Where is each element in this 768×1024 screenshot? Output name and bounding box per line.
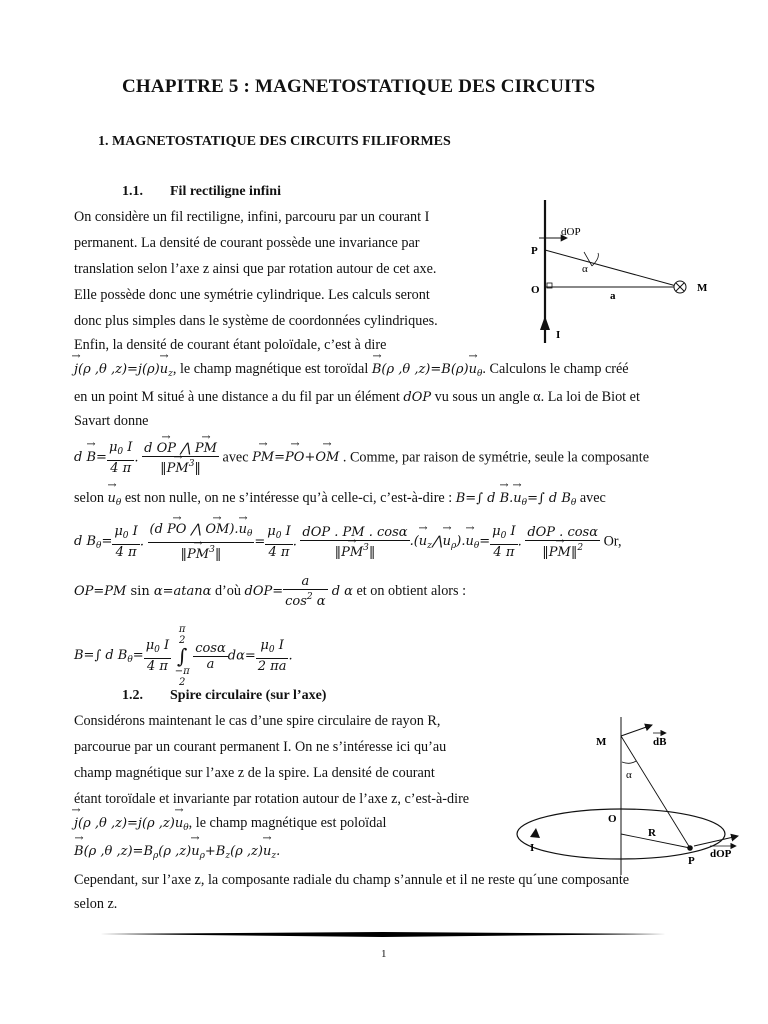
figure-circular-loop: [510, 715, 742, 875]
paragraph-line: selon → $u_\theta$ est non nulle, on ne s’intéresse qu’à celle-ci, c’est-à-dire : B=∫ $d \to B.\to u_\theta=\int$ d $B_\theta$ avec: [74, 490, 606, 508]
footer-rule: [100, 930, 666, 940]
paragraph-line: translation selon l’axe z ainsi que par rotation autour de cet axe.: [74, 261, 437, 277]
equation-line: → j(ρ ,θ $,z)=j(\rho)\to u_z$, le champ magnétique est toroïdal → B(ρ ,θ $,z)=B(\rho)\to u_\theta$. Calculons le champ créé: [74, 361, 629, 379]
paragraph-line: selon z.: [74, 896, 118, 912]
paragraph-line: Elle possède donc une symétrie cylindrique. Les calculs seront: [74, 287, 430, 303]
paragraph-line: Savart donne: [74, 413, 149, 429]
label-i: I: [530, 842, 535, 854]
integral-equation: B=∫ d $B_\theta=$ $\frac{\mu_0 I}{4 \pi}$ π 2 ∫ −π 2 $\frac{\cos\alpha}{a}$ dα= $\frac{\mu_0 I}{2 \pi a}$ .: [74, 624, 293, 688]
point-m-icon: [674, 281, 686, 293]
label-dop: dOP: [710, 848, 732, 860]
section-heading: 1. MAGNETOSTATIQUE DES CIRCUITS FILIFORMES: [98, 134, 451, 149]
label-m: M: [596, 736, 607, 748]
current-arrow-icon: [530, 828, 540, 838]
page-title: CHAPITRE 5 : MAGNETOSTATIQUE DES CIRCUITS: [122, 76, 596, 97]
label-p: P: [531, 245, 538, 257]
page-number: 1: [381, 948, 387, 960]
label-db: dB: [653, 736, 667, 748]
label-r: R: [648, 827, 656, 839]
paragraph-line: donc plus simples dans le système de coordonnées cylindriques.: [74, 313, 438, 329]
label-p: P: [688, 855, 695, 867]
subsection-title: Spire circulaire (sur l’axe): [170, 688, 327, 703]
subsection-number: 1.1.: [122, 184, 143, 199]
label-m: M: [697, 282, 708, 294]
label-o: O: [531, 284, 540, 296]
equation-line: → B(ρ ,θ $,z)=B_\rho(\rho$ $,z)\to u_\rho+B_z(\rho$ $,z)\to u_z$.: [74, 843, 280, 861]
label-alpha: α: [582, 263, 588, 275]
subsection-number: 1.2.: [122, 688, 143, 703]
paragraph-line: parcourue par un courant permanent I. On ne s’intéresse ici qu’au: [74, 739, 447, 755]
label-i: I: [556, 329, 561, 341]
op-equation: OP=PM sin α=atanα d’où dOP= $\frac{a}{\cos^2 \alpha}$ d α et on obtient alors :: [74, 574, 467, 609]
point-p-icon: [687, 845, 693, 851]
paragraph-line: On considère un fil rectiligne, infini, parcouru par un courant I: [74, 209, 430, 225]
label-dop: dOP: [561, 226, 581, 238]
paragraph-line: Considérons maintenant le cas d’une spire circulaire de rayon R,: [74, 713, 441, 729]
label-a: a: [610, 290, 616, 302]
paragraph-line: étant toroïdale et invariante par rotation autour de l’axe z, c’est-à-dire: [74, 791, 470, 807]
db-theta-equation: d $B_\theta=$ $\frac{\mu_0 I}{4 \pi}$ . $\frac{(d \to PO ⋀ \to OM).\to u_\theta}{‖\to PM^3‖}$ = $\frac{\mu_0 I}{4 \pi}$ . $\frac{\text{dOP . PM . cosα}}{‖\to PM^3‖}$ .(→ $u_z⋀\to u_\rho).\to u_\theta=$ $\frac{\mu_0 I}{4 \pi}$ . $\frac{\text{dOP . cosα}}{‖\to PM‖^2}$ Or,: [74, 522, 622, 562]
equation-line: → j(ρ ,θ ,z)=j(ρ $,z)\to u_\theta$, le champ magnétique est poloïdal: [74, 815, 386, 833]
paragraph-line: Enfin, la densité de courant étant poloïdale, c’est à dire: [74, 337, 387, 353]
paragraph-line: Cependant, sur l’axe z, la composante radiale du champ s’annule et il ne reste qu´une composante: [74, 872, 630, 888]
subsection-title: Fil rectiligne infini: [170, 184, 281, 199]
label-o: O: [608, 813, 617, 825]
paragraph-line: champ magnétique sur l’axe z de la spire. La densité de courant: [74, 765, 435, 781]
current-arrow-icon: [540, 316, 550, 330]
paragraph-line: permanent. La densité de courant possède une invariance par: [74, 235, 420, 251]
paragraph-line: en un point M situé à une distance a du fil par un élément dOP vu sous un angle α. La loi de Biot et: [74, 389, 640, 405]
biot-savart-equation: d → B= $\frac{\mu_0 I}{4 \pi}$ . $\frac{d \to OP ⋀ \to PM}{‖\to PM^3‖}$ avec → PM=→ PO+→ OM . Comme, par raison de symétrie, seule la composante: [74, 440, 649, 476]
figure-infinite-wire: [520, 198, 725, 346]
label-alpha: α: [626, 769, 632, 781]
